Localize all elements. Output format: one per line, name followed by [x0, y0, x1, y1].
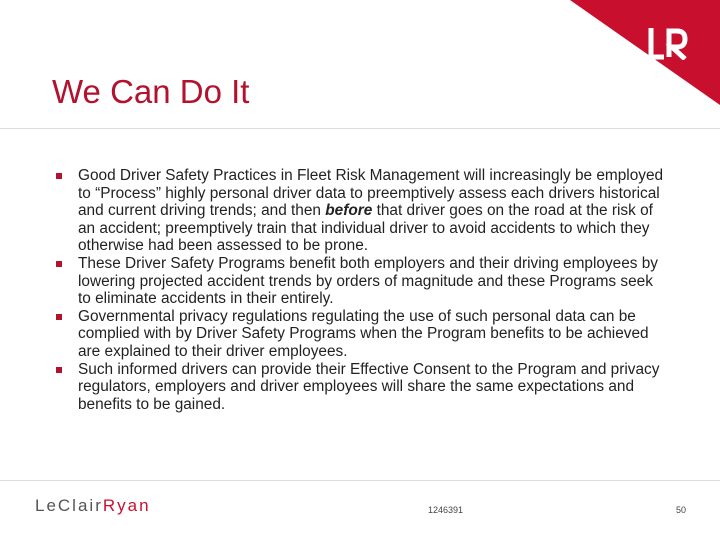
bullet-text: Such informed drivers can provide their Effective Consent to the Program and privacy regulators, employers and driver employees will share the same expectations and benefits to be gained. [78, 360, 660, 413]
bullet-list [52, 167, 667, 413]
bullet-item [52, 167, 667, 255]
lr-logo-icon [648, 28, 688, 60]
brand-name-part1: LeClair [35, 496, 103, 515]
bullet-marker-icon [56, 367, 62, 373]
bullet-item [52, 308, 667, 361]
title-divider [0, 128, 720, 129]
bullet-text: Good Driver Safety Practices in Fleet Risk Management will increasingly be employed to “Process” highly personal driver data to preemptively assess each drivers historical and current driving trends; and then [78, 167, 664, 220]
bullet-marker-icon [56, 314, 62, 320]
brand-name-part2: Ryan [102, 496, 151, 515]
bullet-emphasis: before [325, 202, 373, 220]
footer-divider [0, 480, 720, 481]
bullet-item [52, 361, 667, 414]
document-id: 1246391 [428, 505, 464, 515]
slide-title: We Can Do It [52, 73, 250, 110]
corner-accent [570, 0, 720, 105]
page-number: 50 [676, 505, 687, 515]
bullet-text: Governmental privacy regulations regulating the use of such personal data can be complied with by Driver Safety Programs when the Program benefits to be achieved are explained to their driver employees. [78, 307, 649, 360]
bullet-text-continued: that driver goes on the road at the risk of an accident; preemptively train that individual driver to avoid accidents to which they otherwise had been assessed to be prone. [78, 202, 653, 255]
bullet-text: These Driver Safety Programs benefit both employers and their driving employees by lowering projected accident trends by orders of magnitude and these Programs seek to eliminate accidents in their entirely. [78, 254, 658, 308]
brand-logo [35, 496, 151, 516]
bullet-item [52, 255, 667, 308]
bullet-marker-icon [56, 173, 62, 179]
bullet-marker-icon [56, 261, 62, 267]
